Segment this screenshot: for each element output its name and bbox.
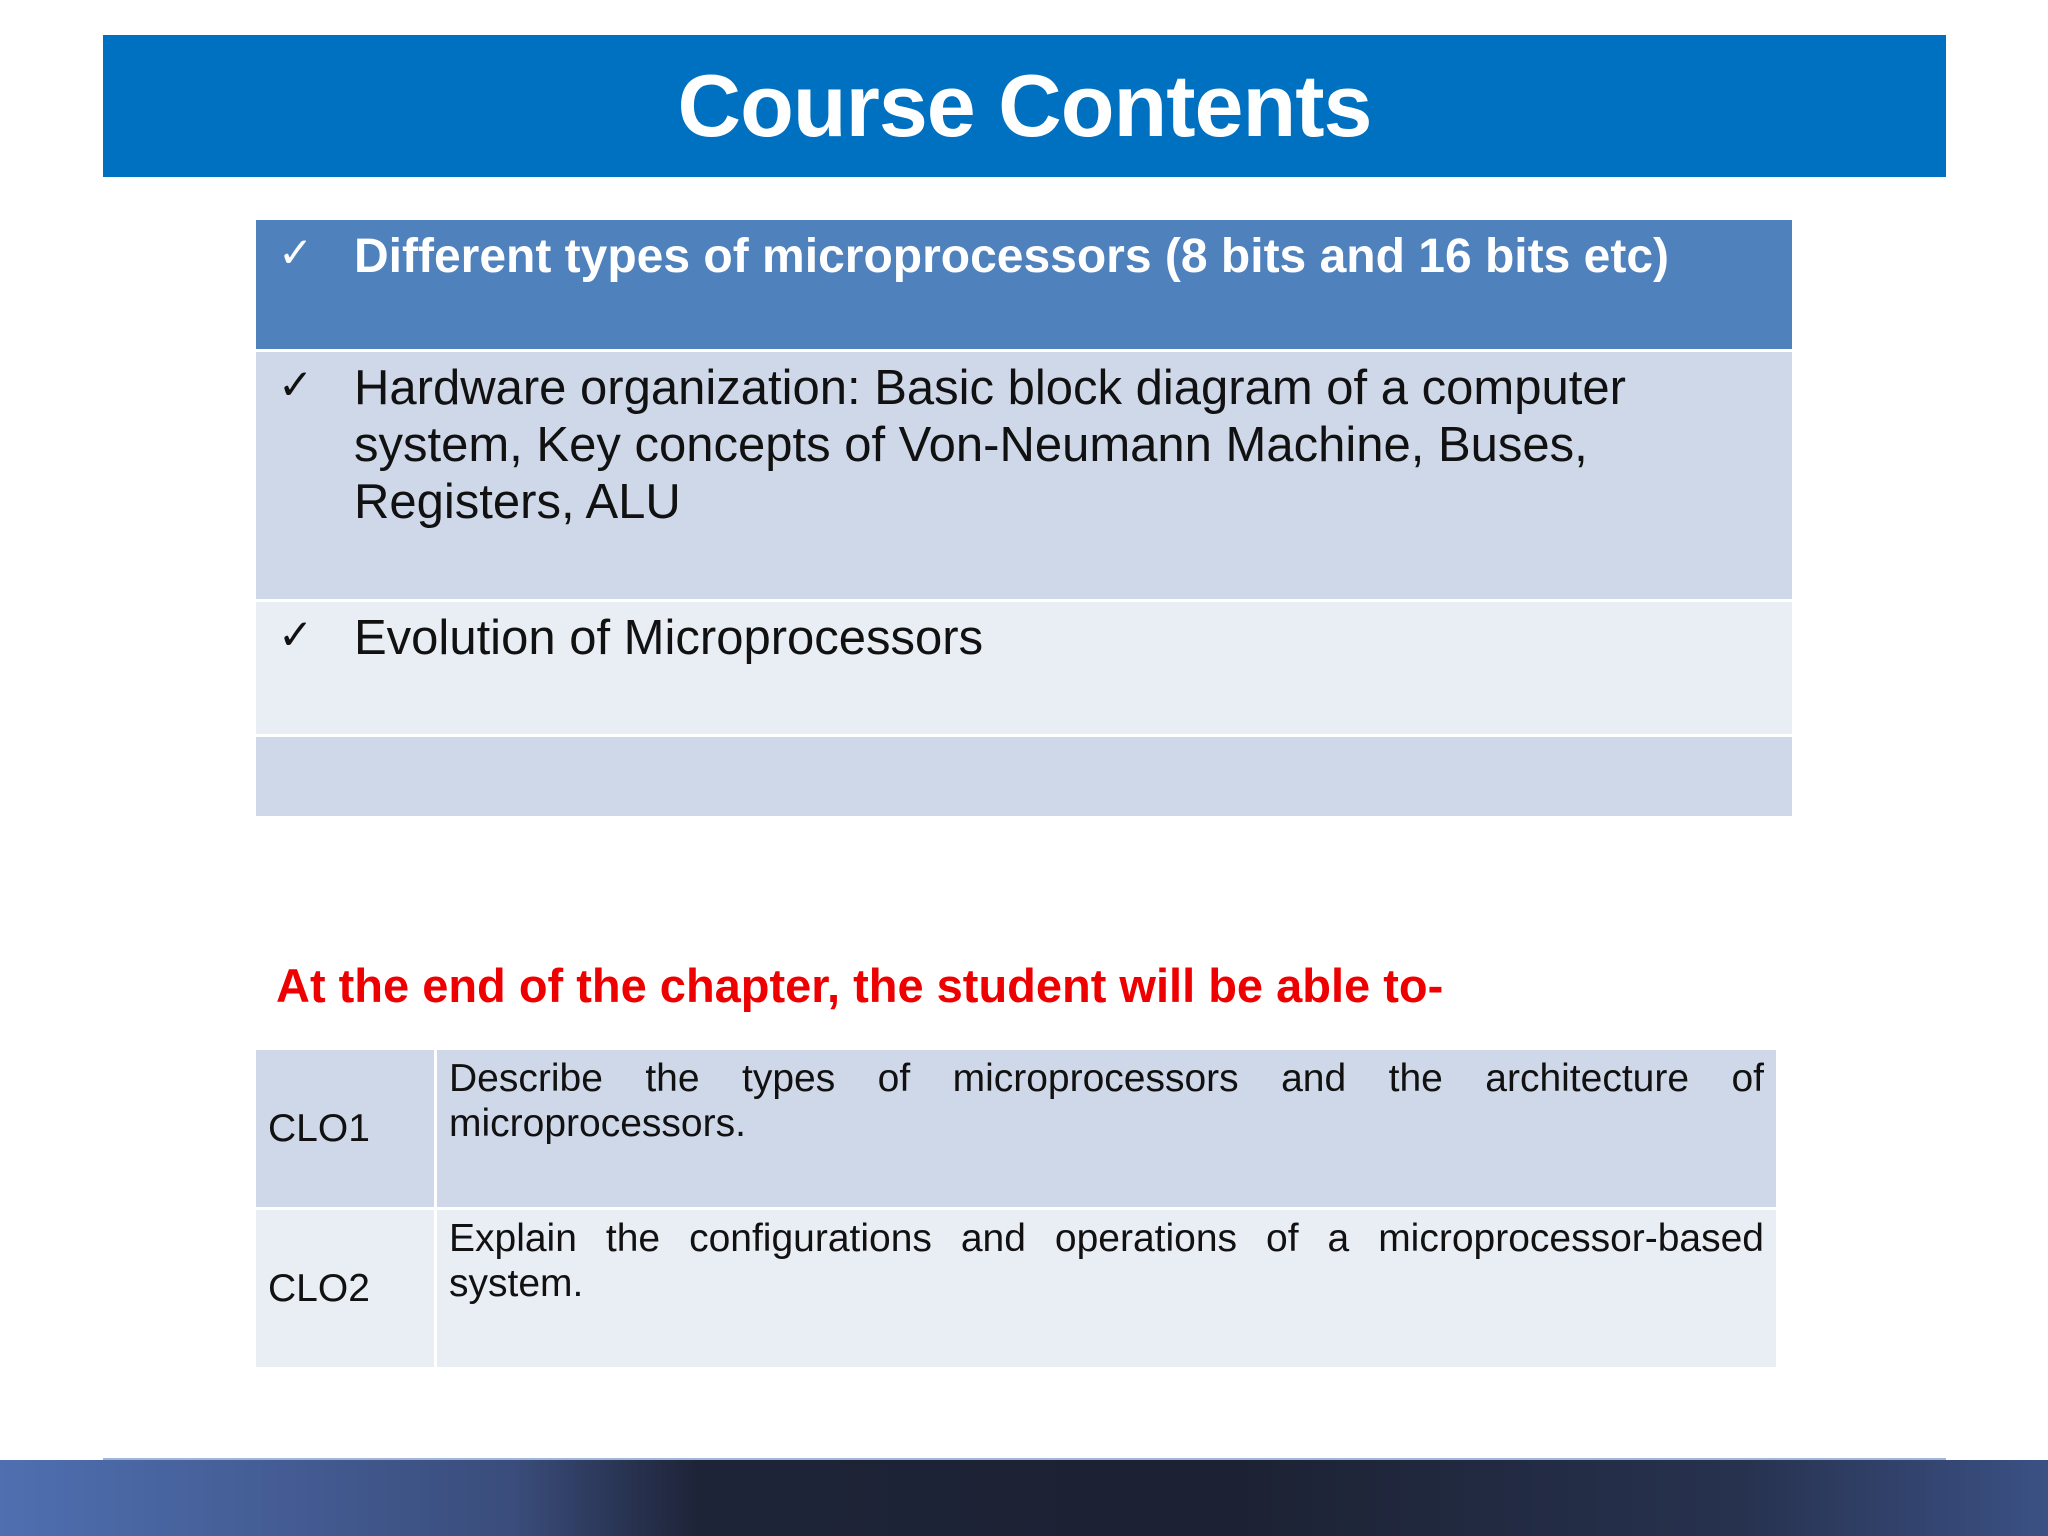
- clo-description: Describe the types of microprocessors and the architecture of microprocessors.: [449, 1057, 1764, 1145]
- content-row-text: Different types of microprocessors (8 bits and 16 bits etc): [354, 230, 1670, 283]
- title-bar: [103, 35, 1946, 177]
- clo-table: [256, 1050, 1776, 1370]
- checkmark-icon: ✓: [278, 228, 314, 277]
- table-row: [256, 1050, 1776, 1210]
- content-row-text: Evolution of Microprocessors: [354, 611, 984, 665]
- checkmark-icon: ✓: [278, 360, 314, 409]
- content-row: [256, 352, 1792, 602]
- learning-objective-heading: At the end of the chapter, the student will be able to-: [276, 959, 1444, 1012]
- checkmark-icon: ✓: [278, 610, 314, 659]
- content-row-empty: [256, 737, 1792, 819]
- clo-code: CLO2: [256, 1210, 437, 1367]
- slide-title: Course Contents: [677, 56, 1372, 155]
- table-row: [256, 1210, 1776, 1370]
- content-row: [256, 602, 1792, 737]
- clo-description: Explain the configurations and operations of a microprocessor-based system.: [449, 1217, 1764, 1305]
- content-row-text: Hardware organization: Basic block diagram of a computer system, Key concepts of Von-Neumann Machine, Buses, Registers, ALU: [354, 361, 1626, 529]
- course-contents-table: [256, 220, 1792, 819]
- content-row: [256, 220, 1792, 352]
- footer-band: [0, 1460, 2048, 1536]
- clo-code: CLO1: [256, 1050, 437, 1207]
